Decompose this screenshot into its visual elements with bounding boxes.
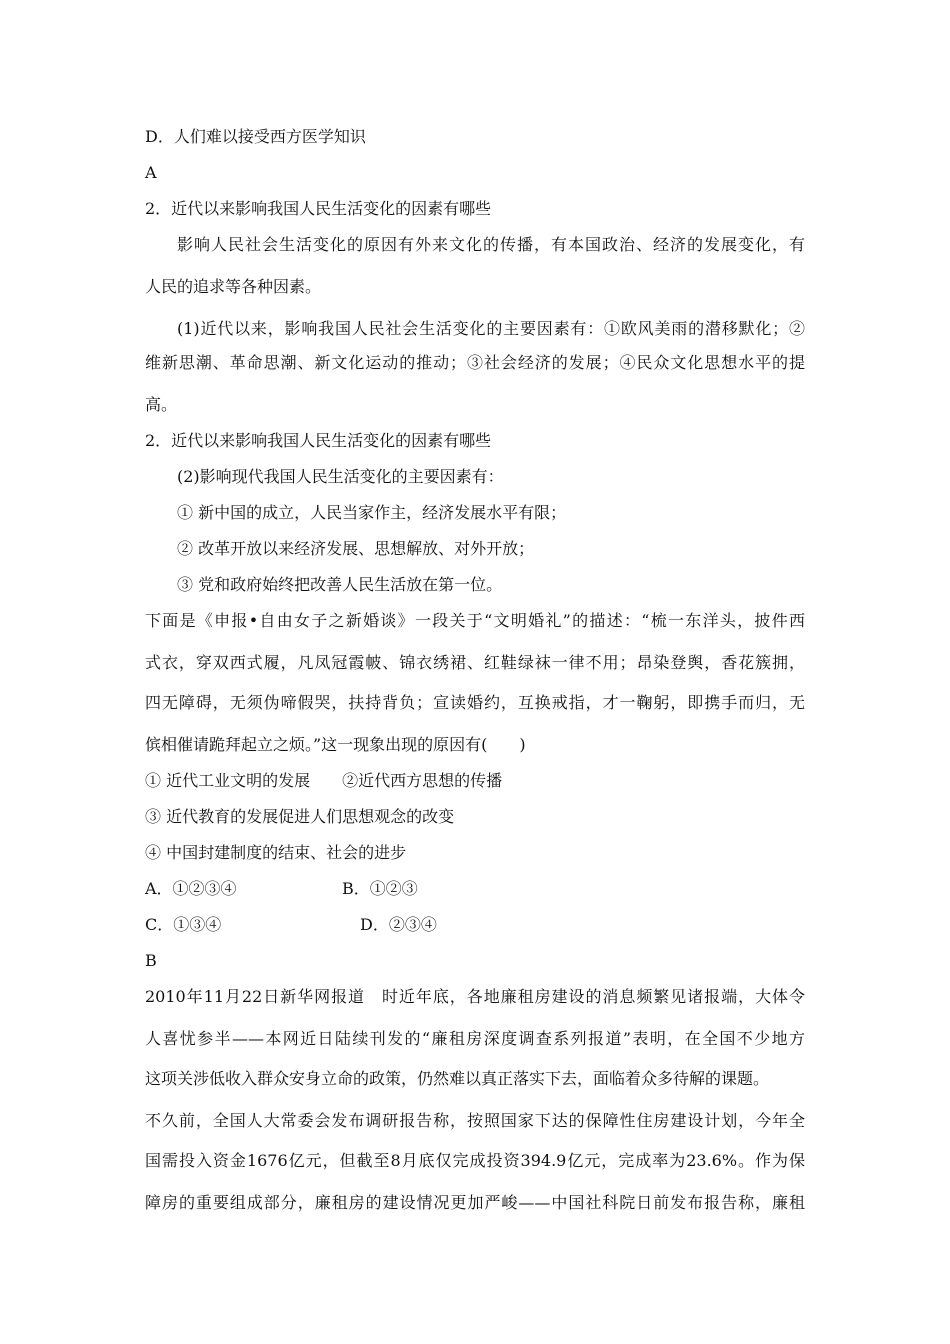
q3-choice-row: ① 近代工业文明的发展 ②近代西方思想的传播 — [145, 771, 503, 790]
q2b-item: ② 改革开放以来经济发展、思想解放、对外开放； — [177, 539, 535, 558]
q1-answer: A — [145, 163, 157, 182]
q2a-title: 2．近代以来影响我国人民生活变化的因素有哪些 — [145, 199, 492, 218]
news-line: 2010年11月22日新华网报道 时近年底，各地廉租房建设的消息频繁见诸报端，大体令 — [145, 987, 805, 1006]
q3-option-b: B．①②③ — [342, 879, 418, 898]
q2a-point1-line: 高。 — [145, 395, 178, 414]
q3-answer: B — [145, 951, 157, 970]
q3-choice-row: ③ 近代教育的发展促进人们思想观念的改变 — [145, 807, 455, 826]
q3-stem-line: 式衣，穿双西式履，凡凤冠霞帔、锦衣绣裙、红鞋绿袜一律不用；昂染登舆，香花簇拥， — [145, 653, 805, 672]
news-line: 这项关涉低收入群众安身立命的政策，仍然难以真正落实下去，面临着众多待解的课题。 — [145, 1069, 770, 1088]
q3-choice-row: ④ 中国封建制度的结束、社会的进步 — [145, 843, 407, 862]
news-line: 人喜忧参半——本网近日陆续刊发的“廉租房深度调查系列报道”表明，在全国不少地方 — [145, 1029, 805, 1048]
news-line: 障房的重要组成部分，廉租房的建设情况更加严峻——中国社科院日前发布报告称，廉租 — [145, 1193, 805, 1212]
news-line: 不久前，全国人大常委会发布调研报告称，按照国家下达的保障性住房建设计划，今年全 — [145, 1111, 805, 1130]
q3-stem-line: 下面是《申报•自由女子之新婚谈》一段关于“文明婚礼”的描述：“梳一东洋头，披件西 — [145, 611, 805, 630]
q2a-intro-line: 影响人民社会生活变化的原因有外来文化的传播，有本国政治、经济的发展变化，有 — [177, 235, 805, 254]
q1-option-d: D．人们难以接受西方医学知识 — [145, 127, 366, 146]
q2a-point1-line: 维新思潮、革命思潮、新文化运动的推动；③社会经济的发展；④民众文化思想水平的提 — [145, 353, 805, 372]
q2a-intro-line: 人民的追求等各种因素。 — [145, 277, 322, 296]
q3-option-c: C．①③④ — [145, 915, 222, 934]
q2b-item: ③ 党和政府始终把改善人民生活放在第一位。 — [177, 575, 503, 594]
q3-option-d: D．②③④ — [360, 915, 437, 934]
q3-option-a: A．①②③④ — [145, 879, 237, 898]
news-line: 国需投入资金1676亿元，但截至8月底仅完成投资394.9亿元，完成率为23.6%。作为保 — [145, 1151, 805, 1170]
q3-stem-line: 傧相催请跪拜起立之烦。”这一现象出现的原因有( ) — [145, 735, 526, 754]
q2a-point1-line: (1)近代以来，影响我国人民社会生活变化的主要因素有：①欧风美雨的潜移默化；② — [177, 319, 805, 338]
q3-stem-line: 四无障碍，无须伪啼假哭，扶持背负；宣读婚约，互换戒指，才一鞠躬，即携手而归，无 — [145, 693, 805, 712]
q2b-title: 2．近代以来影响我国人民生活变化的因素有哪些 — [145, 431, 492, 450]
q2b-point2-head: (2)影响现代我国人民生活变化的主要因素有： — [177, 467, 504, 486]
q2b-item: ① 新中国的成立，人民当家作主，经济发展水平有限； — [177, 503, 567, 522]
